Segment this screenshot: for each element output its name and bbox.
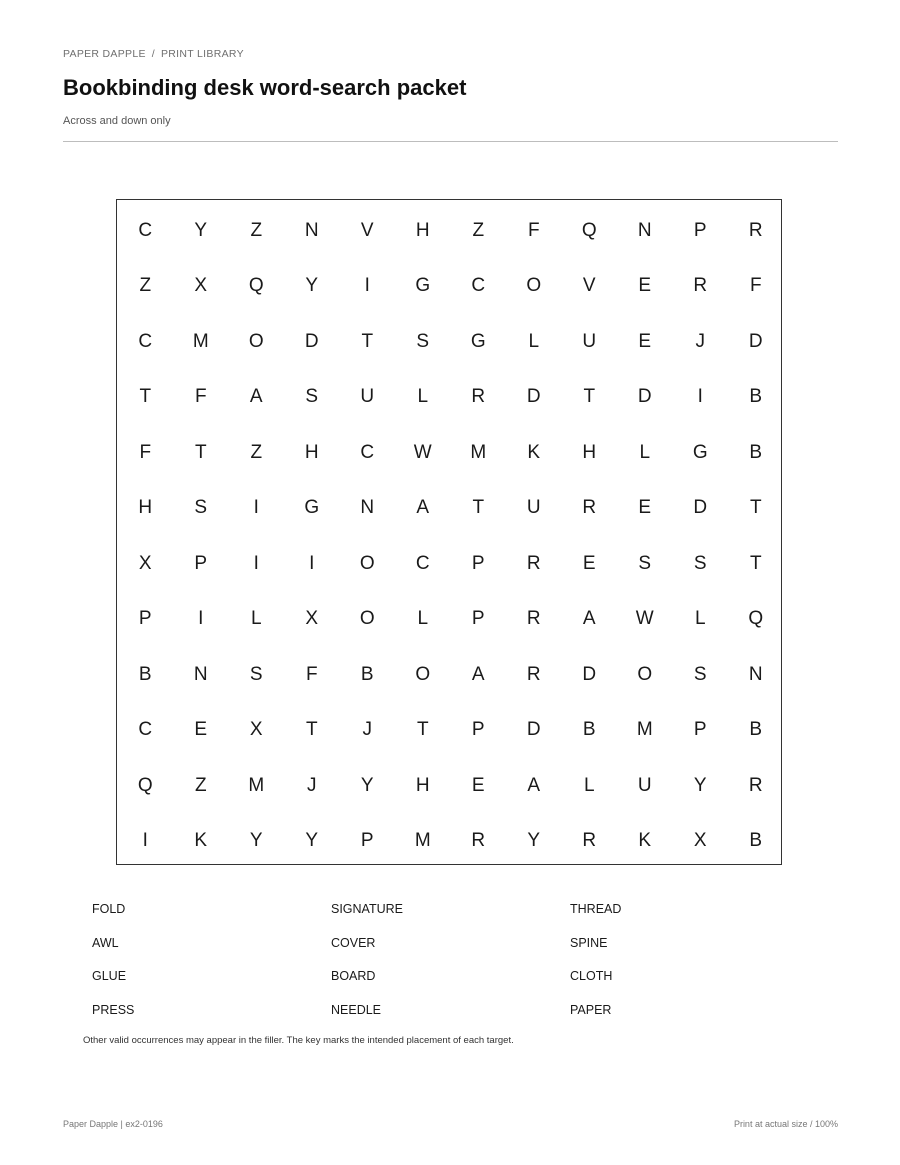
grid-cell: Y	[527, 830, 541, 852]
word-list-item: FOLD	[92, 902, 126, 916]
grid-cell: U	[637, 774, 652, 796]
grid-cell: E	[194, 719, 208, 741]
grid-cell: D	[748, 330, 763, 352]
grid-cell: O	[526, 275, 542, 297]
grid-cell: R	[526, 552, 541, 574]
grid-cell: F	[194, 386, 207, 408]
grid-cell: D	[526, 719, 541, 741]
grid-cell: V	[582, 275, 596, 297]
grid-cell: O	[248, 330, 264, 352]
grid-cell: D	[637, 386, 652, 408]
grid-cell: N	[748, 663, 763, 685]
grid-cell: X	[249, 719, 263, 741]
grid-cell: J	[362, 719, 372, 741]
grid-cell: N	[193, 663, 208, 685]
page-title: Bookbinding desk word-search packet	[63, 75, 467, 100]
grid-cell: T	[749, 552, 762, 574]
word-list	[92, 902, 812, 1036]
grid-cell: D	[693, 497, 708, 519]
grid-cell: S	[194, 497, 208, 519]
grid-cell: M	[470, 441, 487, 463]
grid-cell: C	[415, 552, 430, 574]
grid-cell: C	[138, 719, 153, 741]
grid-cell: P	[693, 719, 707, 741]
grid-cell: O	[415, 663, 431, 685]
breadcrumb-separator: /	[151, 48, 155, 60]
grid-cell: R	[526, 663, 541, 685]
grid-cell: N	[637, 219, 652, 241]
grid-cell: I	[697, 386, 703, 408]
grid-cell: G	[692, 441, 708, 463]
letter-grid	[117, 203, 784, 869]
word-list-item: PRESS	[92, 1002, 135, 1017]
grid-cell: A	[249, 386, 263, 408]
grid-cell: C	[138, 330, 153, 352]
grid-cell: Q	[581, 219, 597, 241]
grid-cell: R	[693, 275, 708, 297]
grid-cell: V	[360, 219, 374, 241]
grid-cell: B	[749, 441, 763, 463]
grid-cell: M	[636, 719, 653, 741]
grid-cell: T	[416, 719, 429, 741]
grid-cell: R	[748, 774, 763, 796]
grid-cell: Z	[472, 219, 485, 241]
grid-cell: Z	[194, 774, 207, 796]
grid-cell: Z	[250, 441, 263, 463]
grid-cell: A	[582, 608, 596, 630]
grid-cell: I	[142, 830, 148, 852]
grid-cell: I	[309, 552, 315, 574]
grid-cell: Q	[137, 774, 153, 796]
grid-cell: D	[304, 330, 319, 352]
grid-cell: B	[749, 830, 763, 852]
grid-cell: L	[528, 330, 540, 352]
grid-cell: R	[526, 608, 541, 630]
grid-cell: E	[638, 330, 652, 352]
grid-cell: P	[471, 608, 485, 630]
breadcrumb-item-publisher[interactable]: PAPER DAPPLE	[63, 48, 146, 60]
word-list-item: BOARD	[331, 969, 376, 983]
grid-cell: C	[138, 219, 153, 241]
grid-cell: B	[360, 663, 374, 685]
grid-cell: L	[583, 774, 595, 796]
grid-cell: W	[635, 608, 654, 630]
grid-cell: T	[194, 441, 207, 463]
grid-cell: R	[748, 219, 763, 241]
breadcrumb-item-library[interactable]: PRINT LIBRARY	[161, 48, 244, 60]
grid-cell: H	[304, 441, 319, 463]
grid-cell: T	[361, 330, 374, 352]
grid-cell: W	[413, 441, 432, 463]
footer-print-instructions: Print at actual size / 100%	[733, 1119, 838, 1129]
grid-cell: Z	[250, 219, 263, 241]
grid-cell: Y	[305, 275, 319, 297]
grid-cell: T	[749, 497, 762, 519]
grid-cell: L	[417, 386, 429, 408]
word-list-item: CLOTH	[570, 969, 613, 983]
grid-cell: L	[250, 608, 262, 630]
grid-cell: R	[582, 497, 597, 519]
grid-cell: B	[749, 719, 763, 741]
grid-cell: P	[693, 219, 707, 241]
grid-cell: X	[305, 608, 319, 630]
grid-cell: T	[583, 386, 596, 408]
grid-cell: S	[305, 386, 319, 408]
grid-cell: K	[527, 441, 541, 463]
word-list-item: NEEDLE	[331, 1002, 382, 1017]
grid-cell: U	[582, 330, 597, 352]
grid-cell: Y	[360, 774, 374, 796]
grid-cell: B	[749, 386, 763, 408]
grid-cell: S	[416, 330, 430, 352]
grid-cell: Q	[748, 608, 764, 630]
grid-cell: G	[415, 275, 431, 297]
grid-cell: A	[416, 497, 430, 519]
grid-cell: T	[305, 719, 318, 741]
grid-cell: P	[360, 830, 374, 852]
word-list-item: AWL	[92, 935, 119, 950]
word-list-item: SIGNATURE	[331, 902, 403, 916]
grid-cell: F	[305, 663, 318, 685]
grid-cell: N	[304, 219, 319, 241]
grid-cell: H	[415, 774, 430, 796]
grid-cell: Y	[693, 774, 707, 796]
grid-cell: K	[194, 830, 208, 852]
puzzle-note: Other valid occurrences may appear in the filler. The key marks the intended placement of each target.	[83, 1035, 514, 1046]
grid-cell: I	[253, 552, 259, 574]
grid-cell: J	[307, 774, 317, 796]
grid-cell: P	[194, 552, 208, 574]
grid-cell: B	[582, 719, 596, 741]
word-list-item: GLUE	[92, 969, 127, 983]
grid-cell: O	[359, 608, 375, 630]
grid-cell: N	[360, 497, 375, 519]
grid-cell: S	[638, 552, 652, 574]
grid-cell: F	[749, 275, 762, 297]
grid-cell: C	[471, 275, 486, 297]
word-list-item: PAPER	[570, 1002, 612, 1017]
grid-cell: K	[638, 830, 652, 852]
word-list-item: THREAD	[570, 902, 622, 916]
grid-cell: Z	[139, 275, 152, 297]
word-list-item: SPINE	[570, 935, 608, 950]
grid-cell: U	[360, 386, 375, 408]
grid-cell: T	[472, 497, 485, 519]
page-subtitle: Across and down only	[63, 115, 171, 127]
grid-cell: H	[415, 219, 430, 241]
grid-cell: J	[695, 330, 705, 352]
grid-cell: U	[526, 497, 541, 519]
grid-cell: E	[471, 774, 485, 796]
grid-cell: Y	[305, 830, 319, 852]
grid-cell: M	[192, 330, 209, 352]
grid-cell: S	[693, 663, 707, 685]
grid-cell: O	[637, 663, 653, 685]
grid-cell: X	[194, 275, 208, 297]
grid-cell: T	[139, 386, 152, 408]
grid-cell: G	[304, 497, 320, 519]
grid-cell: A	[527, 774, 541, 796]
grid-cell: M	[414, 830, 431, 852]
grid-cell: L	[694, 608, 706, 630]
header-divider	[63, 141, 838, 142]
grid-cell: I	[364, 275, 370, 297]
grid-cell: S	[249, 663, 263, 685]
grid-cell: R	[471, 830, 486, 852]
grid-cell: D	[582, 663, 597, 685]
grid-cell: L	[417, 608, 429, 630]
grid-cell: X	[693, 830, 707, 852]
breadcrumb	[63, 48, 244, 60]
grid-cell: Y	[194, 219, 208, 241]
grid-cell: F	[139, 441, 152, 463]
word-list-item: COVER	[331, 935, 376, 950]
grid-cell: H	[582, 441, 597, 463]
grid-cell: R	[582, 830, 597, 852]
puzzle-grid-frame	[116, 199, 782, 865]
grid-cell: O	[359, 552, 375, 574]
footer-id: Paper Dapple | ex2-0196	[63, 1119, 163, 1129]
grid-cell: P	[471, 552, 485, 574]
grid-cell: P	[138, 608, 152, 630]
grid-cell: S	[693, 552, 707, 574]
grid-cell: E	[582, 552, 596, 574]
grid-cell: E	[638, 497, 652, 519]
grid-cell: F	[527, 219, 540, 241]
grid-cell: E	[638, 275, 652, 297]
grid-cell: R	[471, 386, 486, 408]
grid-cell: L	[639, 441, 651, 463]
grid-cell: B	[138, 663, 152, 685]
grid-cell: C	[360, 441, 375, 463]
grid-cell: Y	[249, 830, 263, 852]
grid-cell: H	[138, 497, 153, 519]
grid-cell: P	[471, 719, 485, 741]
grid-cell: A	[471, 663, 485, 685]
grid-cell: D	[526, 386, 541, 408]
grid-cell: M	[248, 774, 265, 796]
grid-cell: G	[470, 330, 486, 352]
grid-cell: X	[138, 552, 152, 574]
grid-cell: I	[253, 497, 259, 519]
grid-cell: Q	[248, 275, 264, 297]
grid-cell: I	[198, 608, 204, 630]
